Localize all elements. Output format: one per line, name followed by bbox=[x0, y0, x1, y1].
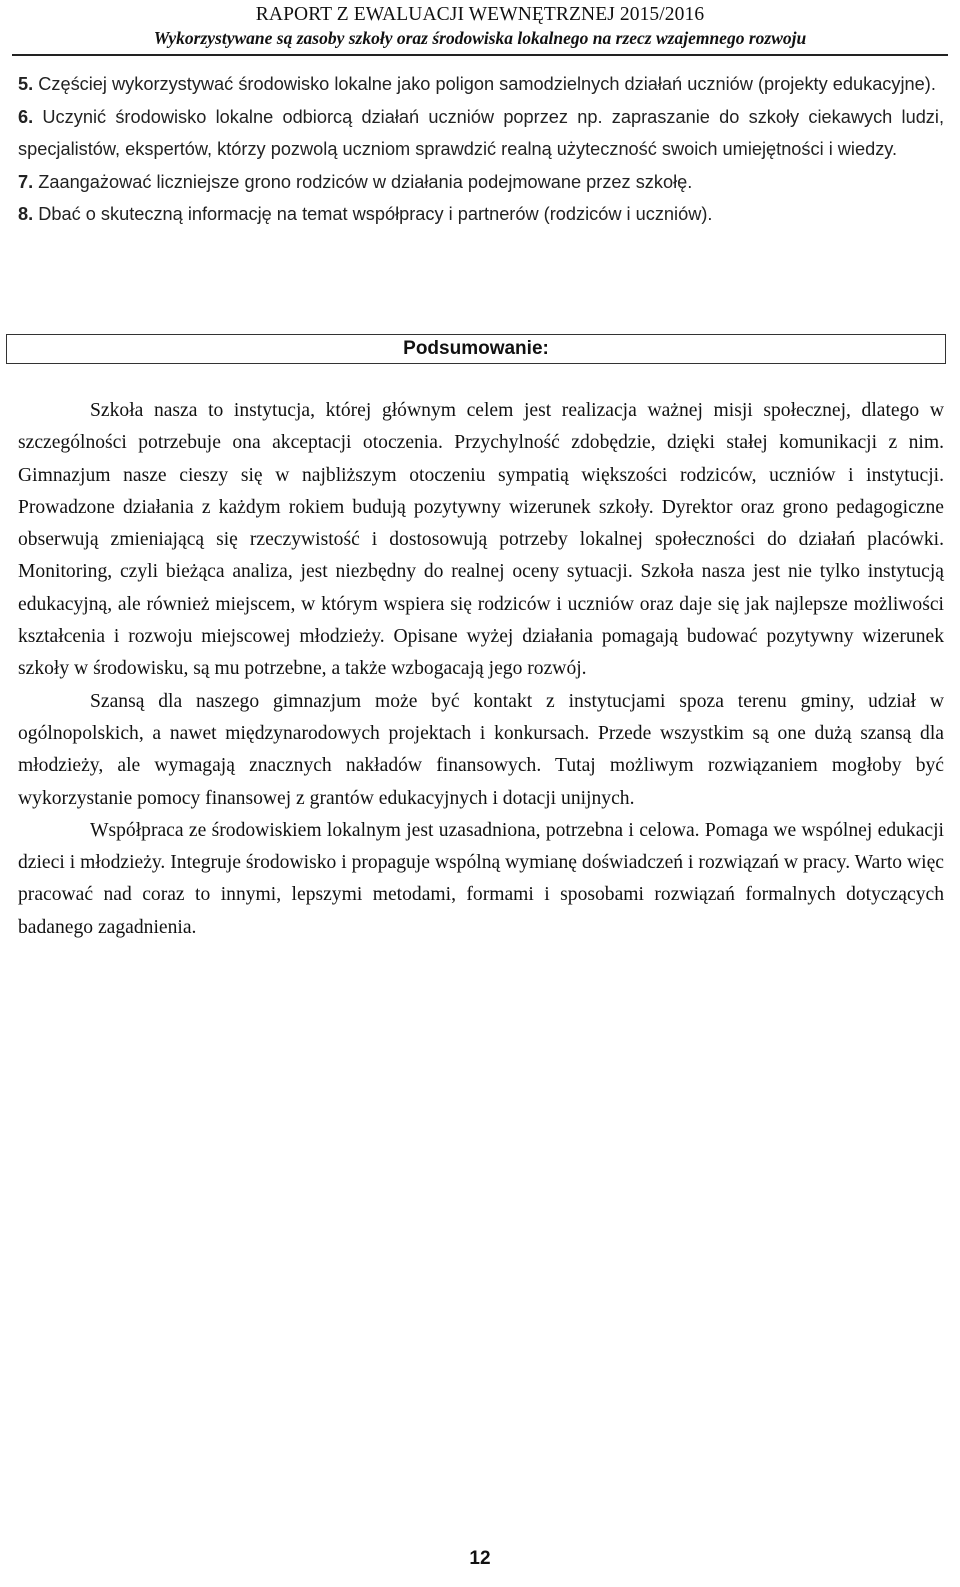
page-number: 12 bbox=[469, 1548, 491, 1569]
recommendations-list bbox=[18, 68, 944, 231]
item-number: 7. bbox=[18, 171, 34, 192]
list-item bbox=[18, 68, 944, 101]
item-number: 5. bbox=[18, 74, 34, 94]
report-subtitle: Wykorzystywane są zasoby szkoły oraz środowiska lokalnego na rzecz wzajemnego rozwoju bbox=[153, 28, 807, 48]
item-text: Częściej wykorzystywać środowisko lokalne jako poligon samodzielnych działań uczniów (projekty edukacyjne). bbox=[33, 74, 936, 94]
item-text: Dbać o skuteczną informację na temat współpracy i partnerów (rodziców i uczniów). bbox=[33, 204, 713, 225]
summary-body bbox=[18, 395, 944, 944]
header-divider bbox=[12, 54, 948, 56]
list-item bbox=[18, 101, 944, 166]
summary-paragraph: Współpraca ze środowiskiem lokalnym jest uzasadniona, potrzebna i celowa. Pomaga we wspólnej edukacji dzieci i młodzieży. Integruje środowisko i propaguje wspólną wymianę doświadczeń i rozwiązań w pracy. Warto więc pracować nad coraz to innymi, lepszymi metodami, formami i sposobami rozwiązań formalnych dotyczących badanego zagadnienia. bbox=[18, 819, 944, 938]
summary-paragraph: Szansą dla naszego gimnazjum może być kontakt z instytucjami spoza terenu gminy, udział w ogólnopolskich, a nawet międzynarodowych projektach i konkursach. Przede wszystkim są one dużą szansą dla młodzieży, ale wymagają znacznych nakładów finansowych. Tutaj możliwym rozwiązaniem mogłoby być wykorzystanie pomocy finansowej z grantów edukacyjnych i dotacji unijnych. bbox=[18, 690, 944, 809]
item-text: Zaangażować liczniejsze grono rodziców w działania podejmowane przez szkołę. bbox=[33, 171, 693, 192]
summary-paragraph: Szkoła nasza to instytucja, której głównym celem jest realizacja ważnej misji społecznej, dlatego w szczególności potrzebuje ona akceptacji otoczenia. Przychylność zdobędzie, dzięki stałej komunikacji z nim. Gimnazjum nasze cieszy się w najbliższym otoczeniu sympatią większości rodziców, uczniów i instytucji. Prowadzone działania z każdym rokiem budują pozytywny wizerunek szkoły. Dyrektor oraz grono pedagogiczne obserwują zmieniającą się rzeczywistość i dostosowują potrzeby lokalnej społeczności do działań placówki. Monitoring, czyli bieżąca analiza, jest niezbędny do realnej oceny sytuacji. Szkoła nasza jest nie tylko instytucją edukacyjną, ale również miejscem, w którym wspiera się rodziców i uczniów oraz daje się jak najlepsze możliwości kształcenia i rozwoju miejscowej młodzieży. Opisane wyżej działania pomagają budować pozytywny wizerunek szkoły w środowisku, są mu potrzebne, a także wzbogacają jego rozwój. bbox=[18, 400, 944, 680]
item-number: 8. bbox=[18, 204, 34, 225]
item-text: Uczynić środowisko lokalne odbiorcą działań uczniów poprzez np. zapraszanie do szkoły ciekawych ludzi, specjalistów, ekspertów, którzy pozwolą uczniom sprawdzić realną użyteczność swoich umiejętności i wiedzy. bbox=[18, 106, 944, 160]
item-number: 6. bbox=[18, 106, 34, 127]
list-item bbox=[18, 166, 944, 199]
list-item bbox=[18, 198, 944, 231]
summary-heading: Podsumowanie: bbox=[6, 334, 946, 364]
report-title: RAPORT Z EWALUACJI WEWNĘTRZNEJ 2015/2016 bbox=[255, 4, 705, 25]
